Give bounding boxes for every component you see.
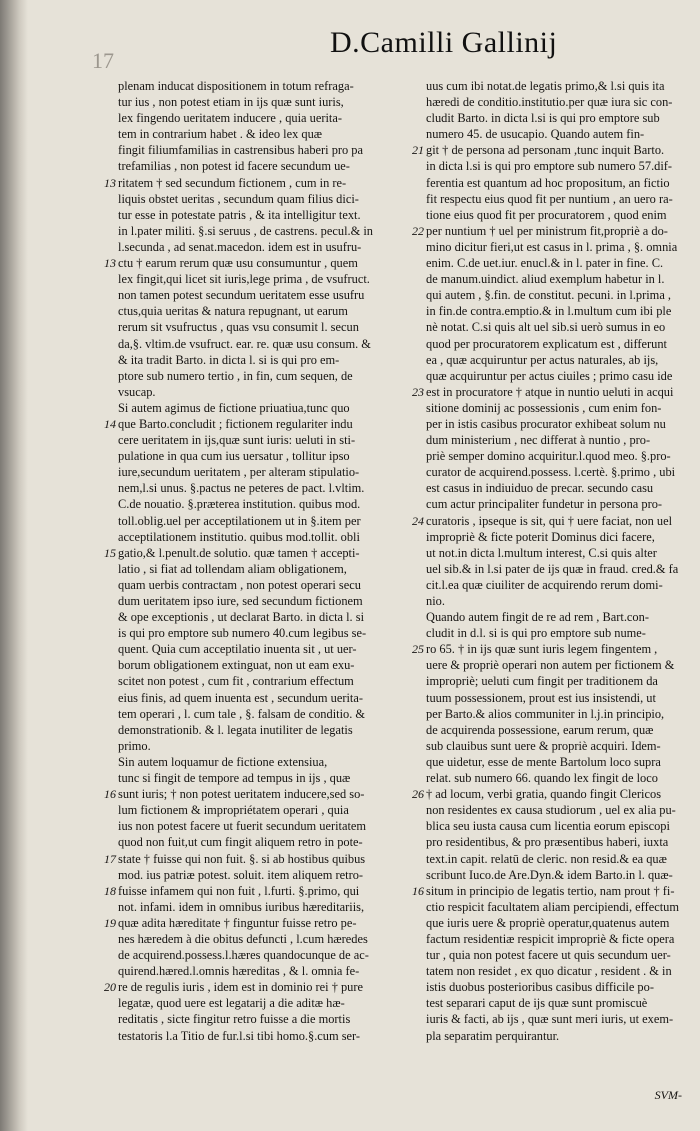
- line-text: ea , quæ acquiruntur per actus naturales, ab ijs,: [426, 352, 659, 367]
- line-text: da,§. vltim.de vsufruct. ear. re. quæ usu consum. &: [118, 336, 371, 351]
- line-text: quent. Quia cum acceptilatio inuenta sit , ut uer-: [118, 642, 357, 657]
- margin-number: 14: [104, 416, 116, 431]
- margin-number: 23: [412, 384, 424, 399]
- line-text: in l.pater militi. §.si seruus , de castrens. pecul.& in: [118, 223, 373, 238]
- text-line: [104, 416, 402, 432]
- line-text: per Barto.& alios communiter in l.j.in principio,: [426, 706, 665, 721]
- line-text: ctio respicit facultatem aliam percipiendi, effectum: [426, 899, 679, 914]
- text-line: [118, 319, 402, 335]
- line-text: tatem non residet , ex quo dicatur , resident . & in: [426, 964, 672, 979]
- line-text: git † de persona ad personam ,tunc inquit Barto.: [426, 143, 665, 158]
- running-head: D.Camilli Gallinij: [330, 26, 558, 59]
- text-line: [426, 867, 688, 883]
- line-text: pulatione in qua cum ius uersatur , tollitur ipso: [118, 449, 350, 464]
- text-line: [426, 899, 688, 915]
- line-text: quam uerbis contractam , non potest operari secu: [118, 577, 361, 592]
- line-text: ius non potest facere ut fuerit secundum ueritatem: [118, 819, 367, 834]
- text-line: [426, 78, 688, 94]
- text-line: [426, 657, 688, 673]
- line-text: fingit filiumfamilias in castrensibus haberi pro pa: [118, 143, 363, 158]
- line-text: impropriè; ueluti cum fingit per traditionem da: [426, 674, 658, 689]
- text-line: [118, 223, 402, 239]
- text-line: [426, 432, 688, 448]
- line-text: ferentia est quantum ad hoc propositum, an fictio: [426, 175, 670, 190]
- text-line: [118, 1028, 402, 1044]
- line-text: nè notat. C.si quis alt uel sib.si uerò sumus in eo: [426, 320, 666, 335]
- line-text: Quando autem fingit de re ad rem , Bart.con-: [426, 610, 649, 625]
- text-line: [426, 754, 688, 770]
- line-text: quod per procuratorem explicatum est , differunt: [426, 336, 667, 351]
- margin-number: 18: [104, 883, 116, 898]
- text-line: [104, 545, 402, 561]
- line-text: lex fingendo ueritatem inducere , quia uerita-: [118, 111, 342, 126]
- line-text: quod non fuit,ut cum fingit aliquem retro in pote-: [118, 835, 363, 850]
- line-text: que uidetur, esse de mente Bartolum loco supra: [426, 754, 661, 769]
- line-text: quæ adita hæreditate † finguntur fuisse retro pe-: [118, 915, 357, 930]
- text-line: [118, 931, 402, 947]
- line-text: tem operari , l. cum tale , §. falsam de conditio. &: [118, 706, 366, 721]
- text-line: [426, 368, 688, 384]
- text-line: [118, 287, 402, 303]
- text-line: [118, 352, 402, 368]
- line-text: tione eius quod fit per procuratorem , quod enim: [426, 207, 667, 222]
- line-text: de acquirend.possess.l.hæres quandocunque de ac-: [118, 948, 369, 963]
- line-text: fuisse infamem qui non fuit , l.furti. §.primo, qui: [118, 883, 360, 898]
- line-text: vsucap.: [118, 384, 156, 399]
- text-line: [426, 851, 688, 867]
- line-text: per in istis casibus procurator exhibeat solum nu: [426, 416, 666, 431]
- line-text: de manum.uindict. aliud exemplum habetur in l.: [426, 272, 665, 287]
- text-line: [118, 78, 402, 94]
- line-text: fit respectu eius quod fit per nuntium , an uero ra-: [426, 191, 673, 206]
- text-line: [412, 223, 688, 239]
- text-line: [118, 368, 402, 384]
- line-text: que Barto.concludit ; fictionem regulariter indu: [118, 416, 353, 431]
- text-line: [118, 191, 402, 207]
- line-text: tur ius , non potest etiam in ijs quæ sunt iuris,: [118, 95, 344, 110]
- text-line: [118, 480, 402, 496]
- margin-number: 24: [412, 513, 424, 528]
- line-text: per nuntium † uel per ministrum fit,propriè a do-: [426, 223, 668, 238]
- text-line: [118, 593, 402, 609]
- text-line: [118, 448, 402, 464]
- margin-number: 20: [104, 980, 116, 995]
- line-text: hæredi de conditio.institutio.per quæ iura sic con-: [426, 95, 673, 110]
- line-text: nio.: [426, 594, 445, 608]
- text-line: [118, 673, 402, 689]
- line-text: uus cum ibi notat.de legatis primo,& l.si quis ita: [426, 79, 665, 93]
- text-line: [118, 738, 402, 754]
- text-line: [426, 818, 688, 834]
- line-text: ctus,quia ueritas & natura repugnant, ut earum: [118, 304, 348, 319]
- text-line: [104, 175, 402, 191]
- line-text: uel sib.& in l.si pater de ijs quæ in fraud. cred.& fa: [426, 561, 679, 576]
- text-line: [426, 690, 688, 706]
- text-line: [118, 400, 402, 416]
- line-text: trefamilias , non potest id facere secundum ue-: [118, 159, 350, 174]
- text-line: [118, 963, 402, 979]
- text-line: [104, 883, 402, 899]
- text-line: [118, 496, 402, 512]
- line-text: reditatis , sicte fingitur retro fuisse a die mortis: [118, 1012, 351, 1027]
- line-text: ritatem † sed secundum fictionem , cum in re-: [118, 175, 347, 190]
- text-line: [426, 400, 688, 416]
- text-line: [118, 1011, 402, 1027]
- text-line: [118, 818, 402, 834]
- margin-number: 25: [412, 642, 424, 657]
- line-text: C.de nouatio. §.præterea institution. quibus mod.: [118, 497, 361, 512]
- text-line: [426, 706, 688, 722]
- margin-number: 16: [412, 883, 424, 898]
- line-text: qui autem , §.fin. de constitut. pecuni. in l.prima ,: [426, 288, 672, 303]
- text-line: [426, 126, 688, 142]
- text-line: [104, 979, 402, 995]
- text-line: [118, 722, 402, 738]
- line-text: enim. C.de uet.iur. enucl.& in l. pater in fine. C.: [426, 256, 664, 271]
- line-text: ro 65. † in ijs quæ sunt iuris legem fingentem ,: [426, 642, 658, 657]
- line-text: l.secunda , ad senat.macedon. idem est in usufru-: [118, 239, 362, 254]
- text-line: [118, 609, 402, 625]
- text-line: [426, 496, 688, 512]
- line-text: est in procuratore † atque in nuntio ueluti in acqui: [426, 384, 674, 399]
- line-text: Sin autem loquamur de fictione extensiua,: [118, 754, 328, 769]
- line-text: sub clauibus sunt uere & propriè acquiri. Idem-: [426, 738, 661, 753]
- text-line: [118, 513, 402, 529]
- line-text: nem,l.si unus. §.pactus ne peteres de pact. l.vltim.: [118, 481, 365, 496]
- margin-number: 22: [412, 223, 424, 238]
- line-text: test separari caput de ijs quæ sunt promiscuè: [426, 996, 648, 1011]
- text-line: [412, 786, 688, 802]
- line-text: liquis obstet ueritas , secundum quam filius dici-: [118, 191, 359, 206]
- line-text: lum fictionem & impropriétatem operari , quia: [118, 803, 349, 818]
- bleed-through-folio: 17: [92, 48, 114, 73]
- line-text: & ita tradit Barto. in dicta l. si is qui pro em-: [118, 352, 340, 367]
- catchword: SVM-: [654, 1088, 682, 1102]
- text-line: [118, 239, 402, 255]
- text-line: [412, 142, 688, 158]
- text-line: [426, 239, 688, 255]
- text-line: [426, 625, 688, 641]
- text-line: [426, 593, 688, 609]
- text-line: [426, 931, 688, 947]
- line-text: re de regulis iuris , idem est in dominio rei † pure: [118, 980, 364, 995]
- line-text: sitione dominij ac possessionis , cum enim fon-: [426, 400, 662, 415]
- text-line: [412, 384, 688, 400]
- line-text: not. infami. idem in omnibus iuribus hæreditariis,: [118, 899, 365, 914]
- text-line: [118, 834, 402, 850]
- line-text: curator de acquirend.possess. l.certè. §.primo , ubi: [426, 465, 676, 480]
- line-text: acceptilationem institutio. quibus mod.tollit. obli: [118, 529, 360, 544]
- text-line: [426, 255, 688, 271]
- text-line: [426, 448, 688, 464]
- text-line: [426, 94, 688, 110]
- text-line: [426, 673, 688, 689]
- line-text: tunc si fingit de tempore ad tempus in ijs , quæ: [118, 771, 351, 786]
- line-text: toll.oblig.uel per acceptilationem ut in §.item per: [118, 513, 361, 528]
- text-line: [426, 722, 688, 738]
- line-text: testatoris l.a Titio de fur.l.si tibi homo.§.cum ser-: [118, 1028, 361, 1043]
- line-text: latio , si fiat ad tollendam aliam obligationem,: [118, 561, 347, 576]
- line-text: state † fuisse qui non fuit. §. si ab hostibus quibus: [118, 851, 366, 866]
- text-line: [118, 464, 402, 480]
- line-text: mino dicitur fieri,ut est casus in l. prima , §. omnia: [426, 239, 678, 254]
- line-text: demonstrationib. & l. legata inutiliter de legatis: [118, 722, 353, 737]
- text-line: [118, 336, 402, 352]
- line-text: Si autem agimus de fictione priuatiua,tunc quo: [118, 400, 350, 415]
- line-text: in fin.de contra.emptio.& in l.multum cum ibi ple: [426, 304, 672, 319]
- line-text: text.in capit. relatū de cleric. non resid.& ea quæ: [426, 851, 667, 866]
- line-text: blica seu iusta causa cum licentia eorum episcopi: [426, 819, 670, 834]
- text-line: [118, 158, 402, 174]
- line-text: non residentes ex causa studiorum , uel ex alia pu-: [426, 803, 676, 818]
- line-text: priè semper domino acquiritur.l.quod meo. §.pro-: [426, 449, 671, 464]
- line-text: impropriè & ficte poterit Dominus dici facere,: [426, 529, 655, 544]
- text-line: [426, 319, 688, 335]
- text-line: [118, 690, 402, 706]
- text-line: [412, 883, 688, 899]
- line-text: cludit Barto. in dicta l.si is qui pro emptore sub: [426, 111, 660, 126]
- text-line: [426, 303, 688, 319]
- text-line: [118, 271, 402, 287]
- line-text: tuum possessionem, prout est ius insistendi, ut: [426, 690, 656, 705]
- text-line: [426, 834, 688, 850]
- line-text: is qui pro emptore sub numero 40.cum legibus se-: [118, 626, 367, 641]
- text-line: [118, 432, 402, 448]
- text-line: [426, 995, 688, 1011]
- margin-number: 16: [104, 787, 116, 802]
- margin-number: 26: [412, 787, 424, 802]
- line-text: ut not.in dicta l.multum interest, C.si quis alter: [426, 545, 657, 560]
- text-line: [118, 754, 402, 770]
- margin-number: 17: [104, 851, 116, 866]
- line-text: relat. sub numero 66. quando lex fingit de loco: [426, 771, 658, 786]
- line-text: que iuris uere & propriè operatur,quatenus autem: [426, 915, 670, 930]
- left-column: [104, 78, 402, 1044]
- text-line: [426, 545, 688, 561]
- line-text: nes hæredem à die obitus defuncti , l.cum hæredes: [118, 931, 368, 946]
- text-line: [118, 706, 402, 722]
- text-line: [104, 786, 402, 802]
- text-line: [426, 963, 688, 979]
- text-line: [104, 851, 402, 867]
- text-line: [426, 416, 688, 432]
- line-text: uere & propriè operari non autem per fictionem &: [426, 658, 675, 673]
- line-text: iuris & facti, ab ijs , quæ sunt meri iuris, ut exem-: [426, 1012, 674, 1027]
- text-line: [412, 641, 688, 657]
- text-line: [412, 513, 688, 529]
- line-text: quirend.hæred.l.omnis hæreditas , & l. omnia fe-: [118, 964, 360, 979]
- text-line: [426, 480, 688, 496]
- line-text: est casus in indiuiduo de precar. secundo casu: [426, 481, 654, 496]
- margin-number: 21: [412, 143, 424, 158]
- text-line: [118, 384, 402, 400]
- text-line: [118, 947, 402, 963]
- text-line: [426, 529, 688, 545]
- line-text: quæ acquiruntur per actus ciuiles ; primo casu ide: [426, 368, 673, 383]
- text-line: [118, 995, 402, 1011]
- line-text: plenam inducat dispositionem in totum refraga-: [118, 79, 354, 93]
- text-line: [426, 158, 688, 174]
- text-line: [104, 915, 402, 931]
- line-text: scitet non potest , cum fit , contrarium effectum: [118, 674, 354, 689]
- line-text: & ope exceptionis , ut declarat Barto. in dicta l. si: [118, 610, 365, 625]
- text-line: [118, 802, 402, 818]
- text-line: [426, 947, 688, 963]
- text-line: [118, 625, 402, 641]
- text-line: [426, 336, 688, 352]
- line-text: in dicta l.si is qui pro emptore sub numero 57.dif-: [426, 159, 673, 174]
- text-line: [104, 255, 402, 271]
- text-line: [426, 561, 688, 577]
- text-line: [426, 609, 688, 625]
- line-text: dum ministerium , nec differat à nuntio , pro-: [426, 433, 651, 448]
- text-line: [118, 561, 402, 577]
- text-line: [118, 641, 402, 657]
- line-text: primo.: [118, 738, 151, 753]
- line-text: rerum sit vsufructus , quas vsu consumit l. secun: [118, 320, 359, 335]
- line-text: istis duobus posterioribus casibus difficile po-: [426, 980, 654, 995]
- text-line: [426, 802, 688, 818]
- margin-number: 13: [104, 256, 116, 271]
- text-line: [118, 899, 402, 915]
- text-line: [118, 867, 402, 883]
- line-text: sunt iuris; † non potest ueritatem inducere,sed so-: [118, 787, 365, 802]
- text-line: [426, 207, 688, 223]
- line-text: ctu † earum rerum quæ usu consumuntur , quem: [118, 256, 358, 271]
- line-text: legatæ, quod uere est legatarij a die aditæ hæ-: [118, 996, 345, 1011]
- text-line: [426, 110, 688, 126]
- text-line: [426, 1028, 688, 1044]
- text-line: [426, 191, 688, 207]
- line-text: pla separatim perquirantur.: [426, 1028, 560, 1043]
- text-line: [426, 979, 688, 995]
- line-text: tur , quia non potest facere ut quis secundum uer-: [426, 948, 671, 963]
- margin-number: 13: [104, 175, 116, 190]
- line-text: borum obligationem extinguat, non ut eam exu-: [118, 658, 355, 673]
- line-text: gatio,& l.penult.de solutio. quæ tamen † accepti-: [118, 545, 360, 560]
- line-text: ptore sub numero tertio , in fin, cum sequen, de: [118, 368, 353, 383]
- text-line: [426, 915, 688, 931]
- line-text: mod. ius patriæ potest. soluit. item aliquem retro-: [118, 867, 364, 882]
- text-line: [118, 770, 402, 786]
- line-text: scribunt Iuco.de Are.Dyn.& idem Barto.in l. quæ-: [426, 867, 673, 882]
- line-text: iure,secundum ueritatem , per alteram stipulatio-: [118, 465, 360, 480]
- line-text: non tamen potest secundum ueritatem esse usufru: [118, 288, 365, 303]
- line-text: curatoris , ipseque is sit, qui † uere faciat, non uel: [426, 513, 673, 528]
- text-line: [426, 175, 688, 191]
- line-text: cum actur principaliter fundetur in persona pro-: [426, 497, 663, 512]
- line-text: factum residentiæ respicit impropriè & ficte opera: [426, 931, 675, 946]
- text-line: [426, 577, 688, 593]
- line-text: de acquirenda possessione, earum rerum, quæ: [426, 722, 654, 737]
- line-text: eius finis, ad quem inuenta est , secundum uerita-: [118, 690, 363, 705]
- line-text: † ad locum, verbi gratia, quando fingit Clericos: [426, 787, 662, 802]
- line-text: cludit in d.l. si is qui pro emptore sub nume-: [426, 626, 646, 641]
- line-text: pro residentibus, & pro præsentibus haberi, iuxta: [426, 835, 669, 850]
- text-line: [426, 287, 688, 303]
- text-line: [426, 1011, 688, 1027]
- line-text: cere ueritatem in ijs,quæ sunt iuris: ueluti in sti-: [118, 433, 356, 448]
- text-line: [118, 303, 402, 319]
- text-line: [426, 770, 688, 786]
- line-text: lex fingit,qui licet sit iuris,lege prima , de vsufruct.: [118, 272, 370, 287]
- text-line: [426, 464, 688, 480]
- text-line: [118, 142, 402, 158]
- margin-number: 15: [104, 545, 116, 560]
- text-line: [118, 657, 402, 673]
- text-line: [118, 94, 402, 110]
- text-line: [426, 271, 688, 287]
- text-line: [426, 738, 688, 754]
- margin-number: 19: [104, 915, 116, 930]
- line-text: numero 45. de usucapio. Quando autem fin-: [426, 127, 645, 142]
- line-text: dum ueritatem ipso iure, sed secundum fictionem: [118, 594, 363, 608]
- text-line: [118, 207, 402, 223]
- line-text: situm in principio de legatis tertio, nam prout † fi-: [426, 883, 675, 898]
- text-line: [118, 110, 402, 126]
- text-line: [426, 352, 688, 368]
- line-text: tem in contrarium habet . & ideo lex quæ: [118, 127, 323, 142]
- text-line: [118, 529, 402, 545]
- text-line: [118, 577, 402, 593]
- line-text: tur esse in potestate patris , & ita intelligitur text.: [118, 207, 361, 222]
- line-text: cit.l.ea quæ ciuiliter de acquirendo rerum domi-: [426, 577, 663, 592]
- right-column: [412, 78, 688, 1044]
- text-line: [118, 126, 402, 142]
- gutter-shadow: [0, 0, 28, 1131]
